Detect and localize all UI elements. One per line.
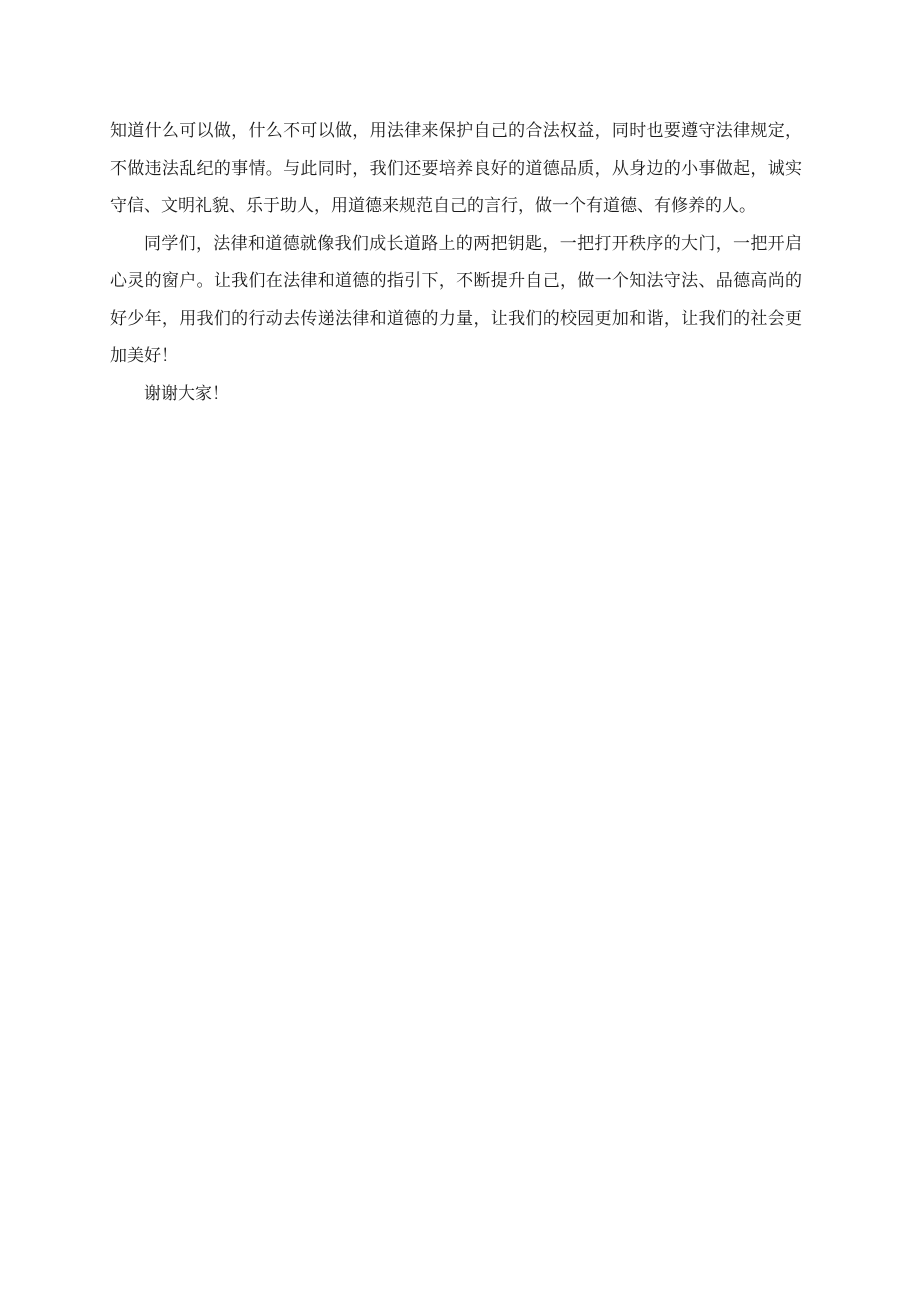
- paragraph-closing-appeal: 同学们，法律和道德就像我们成长道路上的两把钥匙，一把打开秩序的大门，一把开启心灵的窗户。让我们在法律和道德的指引下，不断提升自己，做一个知法守法、品德高尚的好少年，用我们的行动去传递法律和道德的力量，让我们的校园更加和谐，让我们的社会更加美好！: [110, 233, 802, 366]
- paragraph-continuation: 知道什么可以做，什么不可以做，用法律来保护自己的合法权益，同时也要遵守法律规定，不做违法乱纪的事情。与此同时，我们还要培养良好的道德品质，从身边的小事做起，诚实守信、文明礼貌、乐于助人，用道德来规范自己的言行，做一个有道德、有修养的人。: [110, 121, 802, 216]
- paragraph-thanks: 谢谢大家！: [144, 383, 229, 404]
- document-body: [110, 113, 802, 413]
